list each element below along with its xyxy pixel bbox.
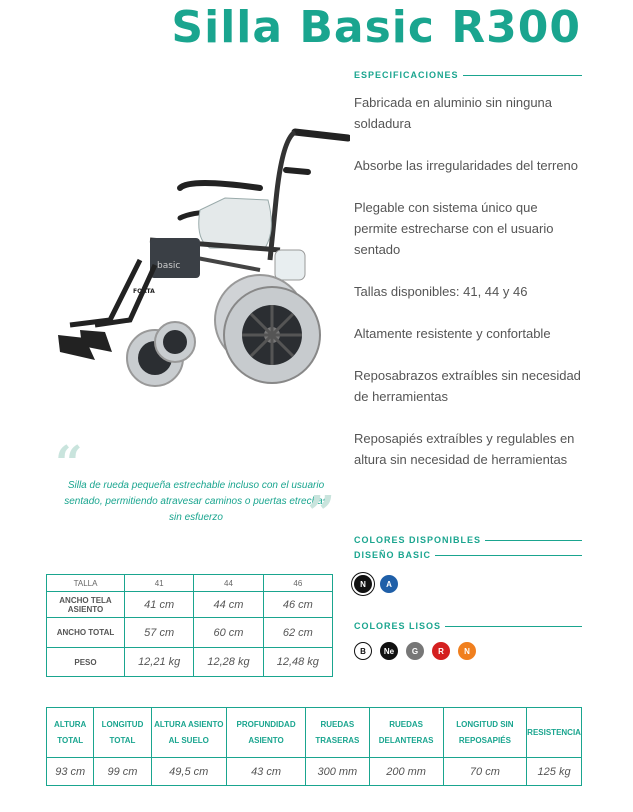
specs-list	[354, 92, 584, 491]
table-cell: 49,5 cm	[151, 758, 226, 786]
specs-heading-label: ESPECIFICACIONES	[354, 70, 459, 80]
spec-item: Plegable con sistema único que permite estrecharse con el usuario sentado	[354, 200, 554, 257]
table-cell: 57 cm	[125, 618, 194, 648]
frame-brand-text: basic	[157, 261, 181, 271]
divider	[463, 75, 582, 76]
table-cell: 43 cm	[226, 758, 305, 786]
table-cell: 93 cm	[47, 758, 94, 786]
color-swatch-ne: Ne	[380, 642, 398, 660]
color-swatch-b: B	[354, 642, 372, 660]
row-label: ANCHO TOTAL	[47, 618, 125, 648]
frame-label-text: FORTA	[133, 288, 155, 295]
page-title: Silla Basic R300	[171, 2, 581, 53]
diseno-heading-label: DISEÑO BASIC	[354, 550, 432, 560]
medidas-table	[46, 707, 582, 786]
lisos-heading-label: COLORES LISOS	[354, 621, 442, 631]
diseno-color-swatches	[354, 575, 398, 593]
row-label: PESO	[47, 648, 125, 677]
table-cell: 200 mm	[369, 758, 443, 786]
table-cell: 125 kg	[527, 758, 582, 786]
quote-block	[55, 436, 335, 542]
quote-text: Silla de rueda pequeña estrechable incluso con el usuario sentado, permitiendo atravesar caminos o puertas etrechas sin esfuerzo	[64, 480, 328, 523]
color-swatch-a: A	[380, 575, 398, 593]
wheelchair-image	[50, 120, 350, 400]
row-label: ANCHO TELA ASIENTO	[47, 592, 125, 618]
table-cell: 70 cm	[443, 758, 526, 786]
table-row	[47, 648, 333, 677]
table-header-row	[47, 708, 582, 758]
table-cell: 62 cm	[263, 618, 332, 648]
table-header-cell: TALLA	[47, 575, 125, 592]
spec-item: Absorbe las irregularidades del terreno	[354, 158, 579, 173]
table-cell: 99 cm	[94, 758, 151, 786]
table-cell: 41 cm	[125, 592, 194, 618]
close-quote-icon: ”	[307, 486, 335, 542]
lisos-heading	[354, 621, 582, 631]
table-header-cell: RUEDAS DELANTERAS	[369, 708, 443, 758]
table-header-row	[47, 575, 333, 592]
divider	[485, 540, 582, 541]
color-swatch-r: R	[432, 642, 450, 660]
colors-heading	[354, 535, 582, 545]
spec-item: Tallas disponibles: 41, 44 y 46	[354, 284, 528, 299]
table-header-cell: ALTURA TOTAL	[47, 708, 94, 758]
table-header-cell: 44	[194, 575, 263, 592]
table-cell: 12,28 kg	[194, 648, 263, 677]
table-cell: 60 cm	[194, 618, 263, 648]
table-row	[47, 618, 333, 648]
lisos-color-swatches	[354, 642, 476, 660]
table-cell: 12,21 kg	[125, 648, 194, 677]
table-cell: 300 mm	[306, 758, 369, 786]
divider	[445, 626, 582, 627]
spec-item: Reposabrazos extraíbles sin necesidad de herramientas	[354, 368, 581, 404]
table-header-cell: RUEDAS TRASERAS	[306, 708, 369, 758]
table-header-cell: LONGITUD TOTAL	[94, 708, 151, 758]
specs-heading	[354, 70, 582, 80]
table-row	[47, 758, 582, 786]
table-cell: 12,48 kg	[263, 648, 332, 677]
colors-heading-label: COLORES DISPONIBLES	[354, 535, 482, 545]
table-header-cell: LONGITUD SIN REPOSAPIÉS	[443, 708, 526, 758]
color-swatch-n: N	[354, 575, 372, 593]
table-row	[47, 592, 333, 618]
table-cell: 44 cm	[194, 592, 263, 618]
color-swatch-g: G	[406, 642, 424, 660]
open-quote-icon: “	[55, 436, 83, 492]
color-swatch-n: N	[458, 642, 476, 660]
divider	[435, 555, 582, 556]
table-header-cell: RESISTENCIA	[527, 708, 582, 758]
spec-item: Reposapiés extraíbles y regulables en altura sin necesidad de herramientas	[354, 431, 575, 467]
spec-item: Altamente resistente y confortable	[354, 326, 551, 341]
table-header-cell: 46	[263, 575, 332, 592]
diseno-heading	[354, 550, 582, 560]
spec-item: Fabricada en aluminio sin ninguna soldadura	[354, 95, 553, 131]
table-header-cell: 41	[125, 575, 194, 592]
table-cell: 46 cm	[263, 592, 332, 618]
tallas-table	[46, 574, 333, 677]
table-header-cell: PROFUNDIDAD ASIENTO	[226, 708, 305, 758]
table-header-cell: ALTURA ASIENTO AL SUELO	[151, 708, 226, 758]
